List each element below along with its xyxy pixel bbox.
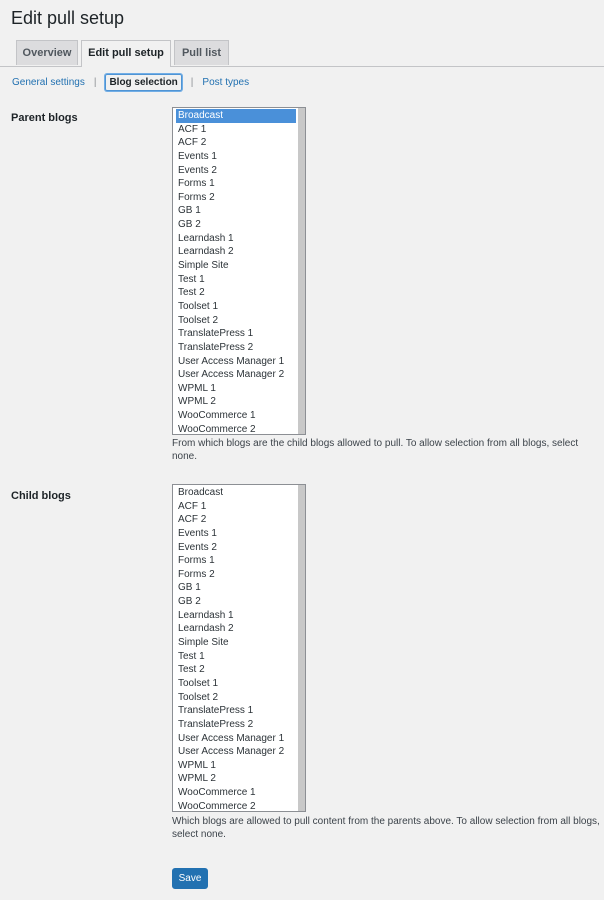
page-title: Edit pull setup — [11, 8, 125, 28]
child-blog-option[interactable]: Learndash 2 — [178, 623, 234, 635]
subnav-blog-selection[interactable]: Blog selection — [105, 74, 181, 91]
child-blog-option[interactable]: WooCommerce 2 — [178, 800, 256, 812]
parent-blog-option[interactable]: Learndash 1 — [178, 232, 234, 244]
parent-blog-option[interactable]: Forms 2 — [178, 191, 215, 203]
subnav-separator: | — [93, 76, 97, 88]
child-blogs-description: Which blogs are allowed to pull content from the parents above. To allow selection from all blogs, select none. — [172, 816, 600, 840]
subsub-nav — [12, 73, 249, 91]
parent-blog-option[interactable]: Toolset 2 — [178, 314, 219, 326]
child-blog-option[interactable]: WPML 1 — [178, 759, 216, 771]
child-blog-option[interactable]: ACF 2 — [178, 514, 207, 526]
subnav-general-settings[interactable]: General settings — [12, 76, 85, 88]
parent-blog-option[interactable]: Events 2 — [178, 164, 217, 176]
child-blog-option[interactable]: TranslatePress 2 — [178, 718, 254, 730]
parent-blog-option[interactable]: TranslatePress 2 — [178, 341, 254, 353]
parent-blog-option[interactable]: ACF 1 — [178, 123, 207, 135]
child-blog-option[interactable]: GB 2 — [178, 596, 201, 608]
parent-blog-option[interactable]: WooCommerce 1 — [178, 410, 256, 422]
child-blog-option[interactable]: Broadcast — [178, 487, 224, 498]
child-blogs-label: Child blogs — [11, 490, 71, 502]
child-blogs-select[interactable] — [172, 484, 306, 812]
subnav-separator: | — [190, 76, 194, 88]
child-blog-option[interactable]: Forms 2 — [178, 568, 215, 580]
parent-blogs-label: Parent blogs — [11, 112, 78, 124]
child-blogs-scrollbar[interactable] — [298, 485, 305, 811]
child-blog-option[interactable]: WPML 2 — [178, 773, 216, 785]
parent-blog-option[interactable]: Toolset 1 — [178, 300, 219, 312]
child-blog-option[interactable]: Forms 1 — [178, 555, 215, 567]
parent-blog-option[interactable]: WooCommerce 2 — [178, 423, 256, 435]
child-blog-option[interactable]: Simple Site — [178, 637, 229, 649]
child-blog-option[interactable]: Test 2 — [178, 664, 205, 676]
parent-blog-option[interactable]: GB 1 — [178, 205, 201, 217]
child-blog-option[interactable]: TranslatePress 1 — [178, 705, 254, 717]
parent-blog-option[interactable]: ACF 2 — [178, 137, 207, 149]
tab-pull-list[interactable]: Pull list — [174, 40, 229, 65]
parent-blog-option[interactable]: TranslatePress 1 — [178, 328, 254, 340]
parent-blog-option[interactable]: Events 1 — [178, 150, 217, 162]
parent-blog-option[interactable]: GB 2 — [178, 219, 201, 231]
child-blog-option[interactable]: GB 1 — [178, 582, 201, 594]
parent-blog-option[interactable]: Forms 1 — [178, 178, 215, 190]
parent-blog-option[interactable]: WPML 1 — [178, 382, 216, 394]
tab-overview[interactable]: Overview — [16, 40, 78, 65]
parent-blogs-select[interactable] — [172, 107, 306, 435]
parent-blog-option[interactable]: Test 2 — [178, 287, 205, 299]
subnav-post-types[interactable]: Post types — [202, 76, 250, 88]
child-blog-option[interactable]: Toolset 2 — [178, 691, 219, 703]
parent-blogs-description: From which blogs are the child blogs allowed to pull. To allow selection from all blogs, select none. — [172, 438, 579, 462]
save-button[interactable]: Save — [172, 868, 208, 889]
child-blog-option[interactable]: Events 1 — [178, 527, 217, 539]
child-blogs-options — [176, 486, 296, 812]
child-blog-option[interactable]: User Access Manager 1 — [178, 732, 285, 744]
child-blog-option[interactable]: Toolset 1 — [178, 677, 219, 689]
parent-blog-option[interactable]: User Access Manager 2 — [178, 369, 285, 381]
parent-blog-option[interactable]: Test 1 — [178, 273, 205, 285]
child-blog-option[interactable]: Events 2 — [178, 541, 217, 553]
parent-blog-option[interactable]: Learndash 2 — [178, 246, 234, 258]
parent-blog-option[interactable]: User Access Manager 1 — [178, 355, 285, 367]
child-blog-option[interactable]: Learndash 1 — [178, 609, 234, 621]
parent-blog-option[interactable]: Broadcast — [176, 109, 296, 123]
child-blog-option[interactable]: ACF 1 — [178, 500, 207, 512]
parent-blogs-scrollbar[interactable] — [298, 108, 305, 434]
parent-blogs-options — [176, 109, 296, 435]
child-blog-option[interactable]: WooCommerce 1 — [178, 787, 256, 799]
parent-blog-option[interactable]: WPML 2 — [178, 396, 216, 408]
child-blog-option[interactable]: Test 1 — [178, 650, 205, 662]
child-blog-option[interactable]: User Access Manager 2 — [178, 746, 285, 758]
nav-tabs — [0, 40, 604, 67]
parent-blog-option[interactable]: Simple Site — [178, 260, 229, 272]
tab-edit-pull-setup[interactable]: Edit pull setup — [81, 40, 171, 67]
